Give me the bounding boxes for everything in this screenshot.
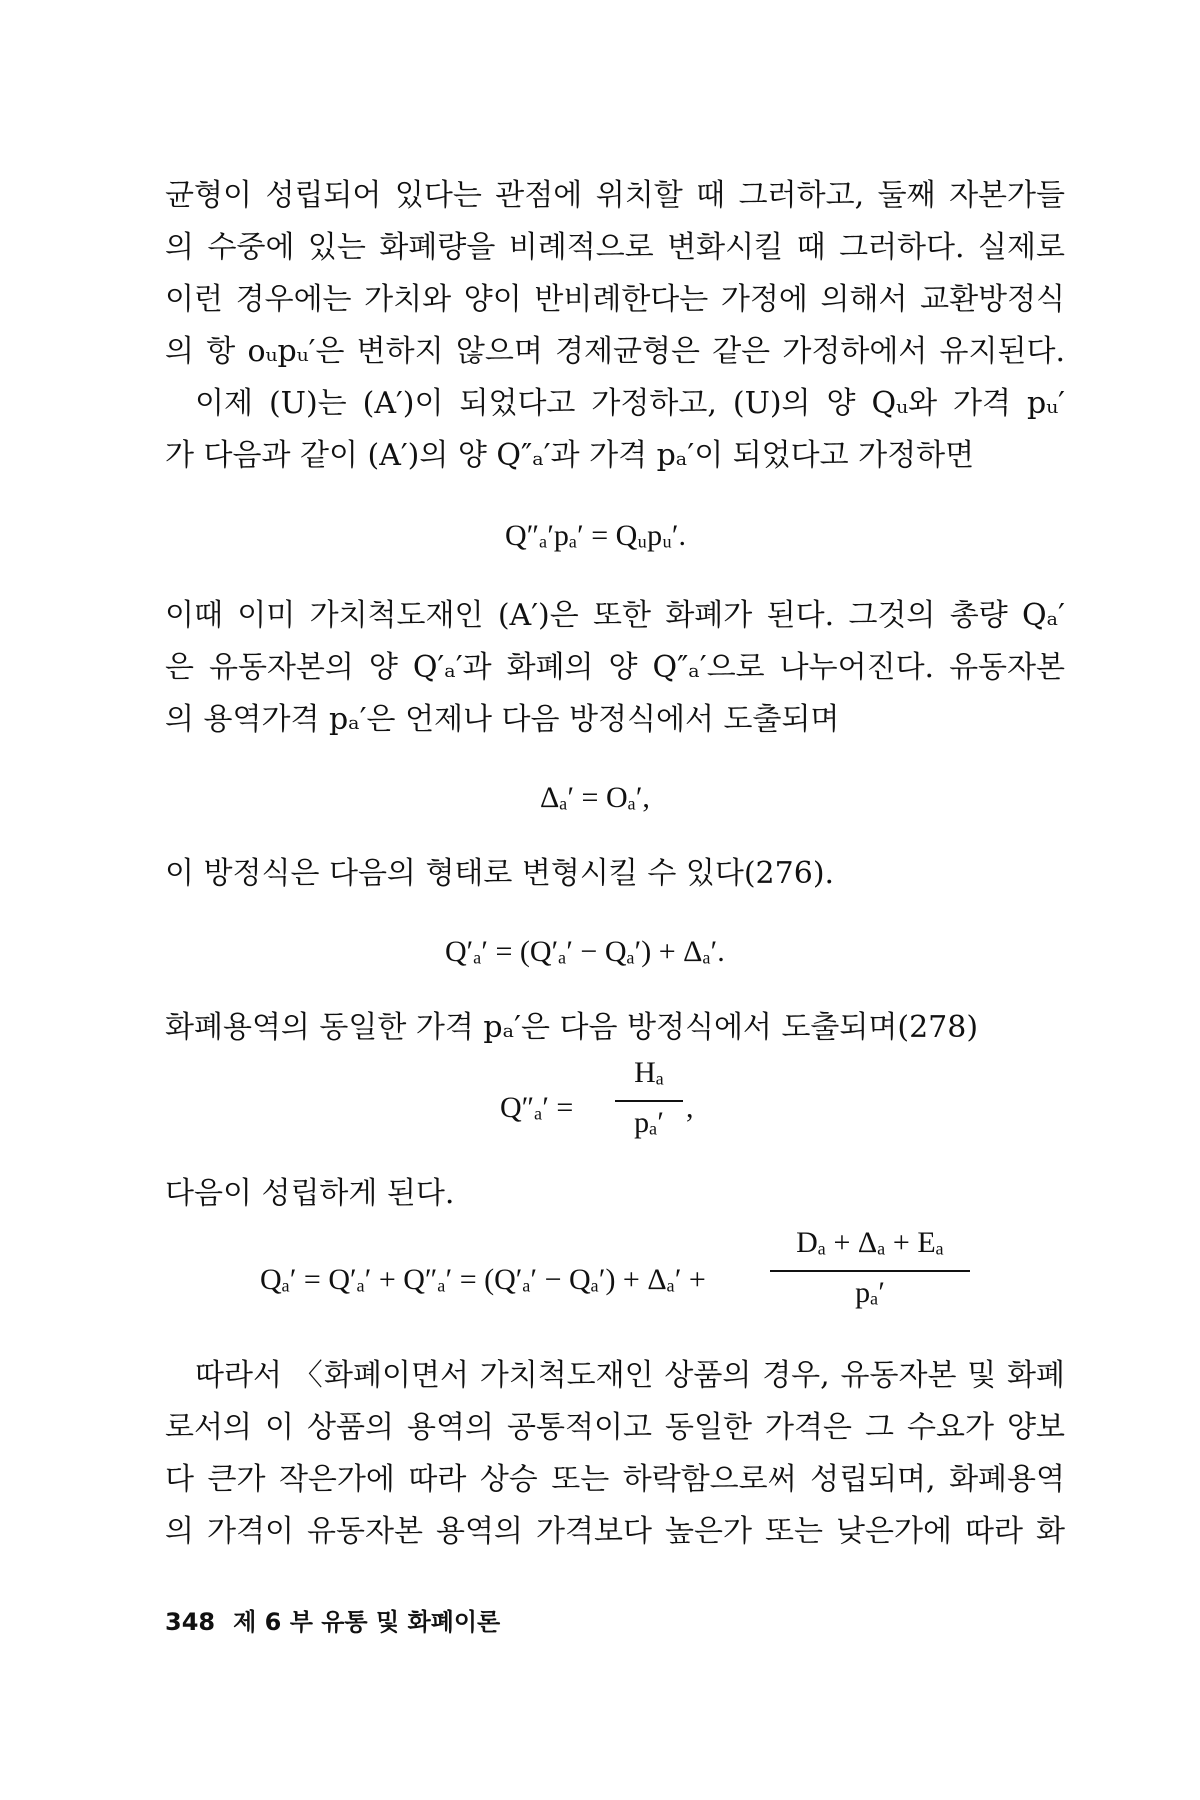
page-footer [165, 1602, 500, 1637]
fraction-numerator: Dₐ + Δₐ + Eₐ [796, 1226, 944, 1259]
fraction-denominator: pₐ′ [855, 1276, 885, 1309]
equation: Δₐ′ = Oₐ′, [540, 781, 650, 814]
text-line: 이 방정식은 다음의 형태로 변형시킬 수 있다(276). [165, 856, 835, 891]
fraction-bar [615, 1100, 683, 1102]
text-line: 따라서 〈화폐이면서 가치척도재인 상품의 경우, 유동자본 및 화폐 [195, 1358, 1065, 1393]
text-line: 의 항 oᵤpᵤ′은 변하지 않으며 경제균형은 같은 가정하에서 유지된다. [165, 334, 1065, 369]
equation: Q′ₐ′ = (Q′ₐ′ − Qₐ′) + Δₐ′. [445, 935, 725, 968]
text-line: 화폐용역의 동일한 가격 pₐ′은 다음 방정식에서 도출되며(278) [165, 1010, 979, 1045]
equation-lhs: Qₐ′ = Q′ₐ′ + Q″ₐ′ = (Q′ₐ′ − Qₐ′) + Δₐ′ + [260, 1263, 706, 1296]
equation-lhs: Q″ₐ′ = [500, 1091, 574, 1124]
text-line: 로서의 이 상품의 용역의 공통적이고 동일한 가격은 그 수요가 양보 [165, 1410, 1065, 1445]
text-line: 이제 (U)는 (A′)이 되었다고 가정하고, (U)의 양 Qᵤ와 가격 pᵤ′ [195, 386, 1065, 421]
page-number: 348 [165, 1608, 216, 1636]
text-line: 의 용역가격 pₐ′은 언제나 다음 방정식에서 도출되며 [165, 702, 840, 737]
text-line: 의 가격이 유동자본 용역의 가격보다 높은가 또는 낮은가에 따라 화 [165, 1514, 1065, 1549]
text-line: 가 다음과 같이 (A′)의 양 Q″ₐ′과 가격 pₐ′이 되었다고 가정하면 [165, 438, 975, 473]
fraction [615, 1056, 683, 1146]
text-line: 이때 이미 가치척도재인 (A′)은 또한 화폐가 된다. 그것의 총량 Qₐ′ [165, 598, 1065, 633]
text-line: 균형이 성립되어 있다는 관점에 위치할 때 그러하고, 둘째 자본가들 [165, 178, 1065, 213]
text-line: 의 수중에 있는 화폐량을 비례적으로 변화시킬 때 그러하다. 실제로 [165, 230, 1065, 265]
text-line: 다음이 성립하게 된다. [165, 1176, 455, 1211]
equation: Q″ₐ′pₐ′ = Qᵤpᵤ′. [505, 519, 686, 552]
text-line: 다 큰가 작은가에 따라 상승 또는 하락함으로써 성립되며, 화폐용역 [165, 1462, 1065, 1497]
fraction [770, 1226, 970, 1318]
fraction-bar [770, 1270, 970, 1272]
text-line: 이런 경우에는 가치와 양이 반비례한다는 가정에 의해서 교환방정식 [165, 282, 1065, 317]
running-section-title: 제 6 부 유통 및 화폐이론 [233, 1608, 501, 1636]
fraction-numerator: Hₐ [634, 1056, 664, 1089]
text-line: 은 유동자본의 양 Q′ₐ′과 화폐의 양 Q″ₐ′으로 나누어진다. 유동자본 [165, 650, 1065, 685]
equation-tail: , [686, 1091, 694, 1124]
fraction-denominator: pₐ′ [634, 1106, 664, 1139]
